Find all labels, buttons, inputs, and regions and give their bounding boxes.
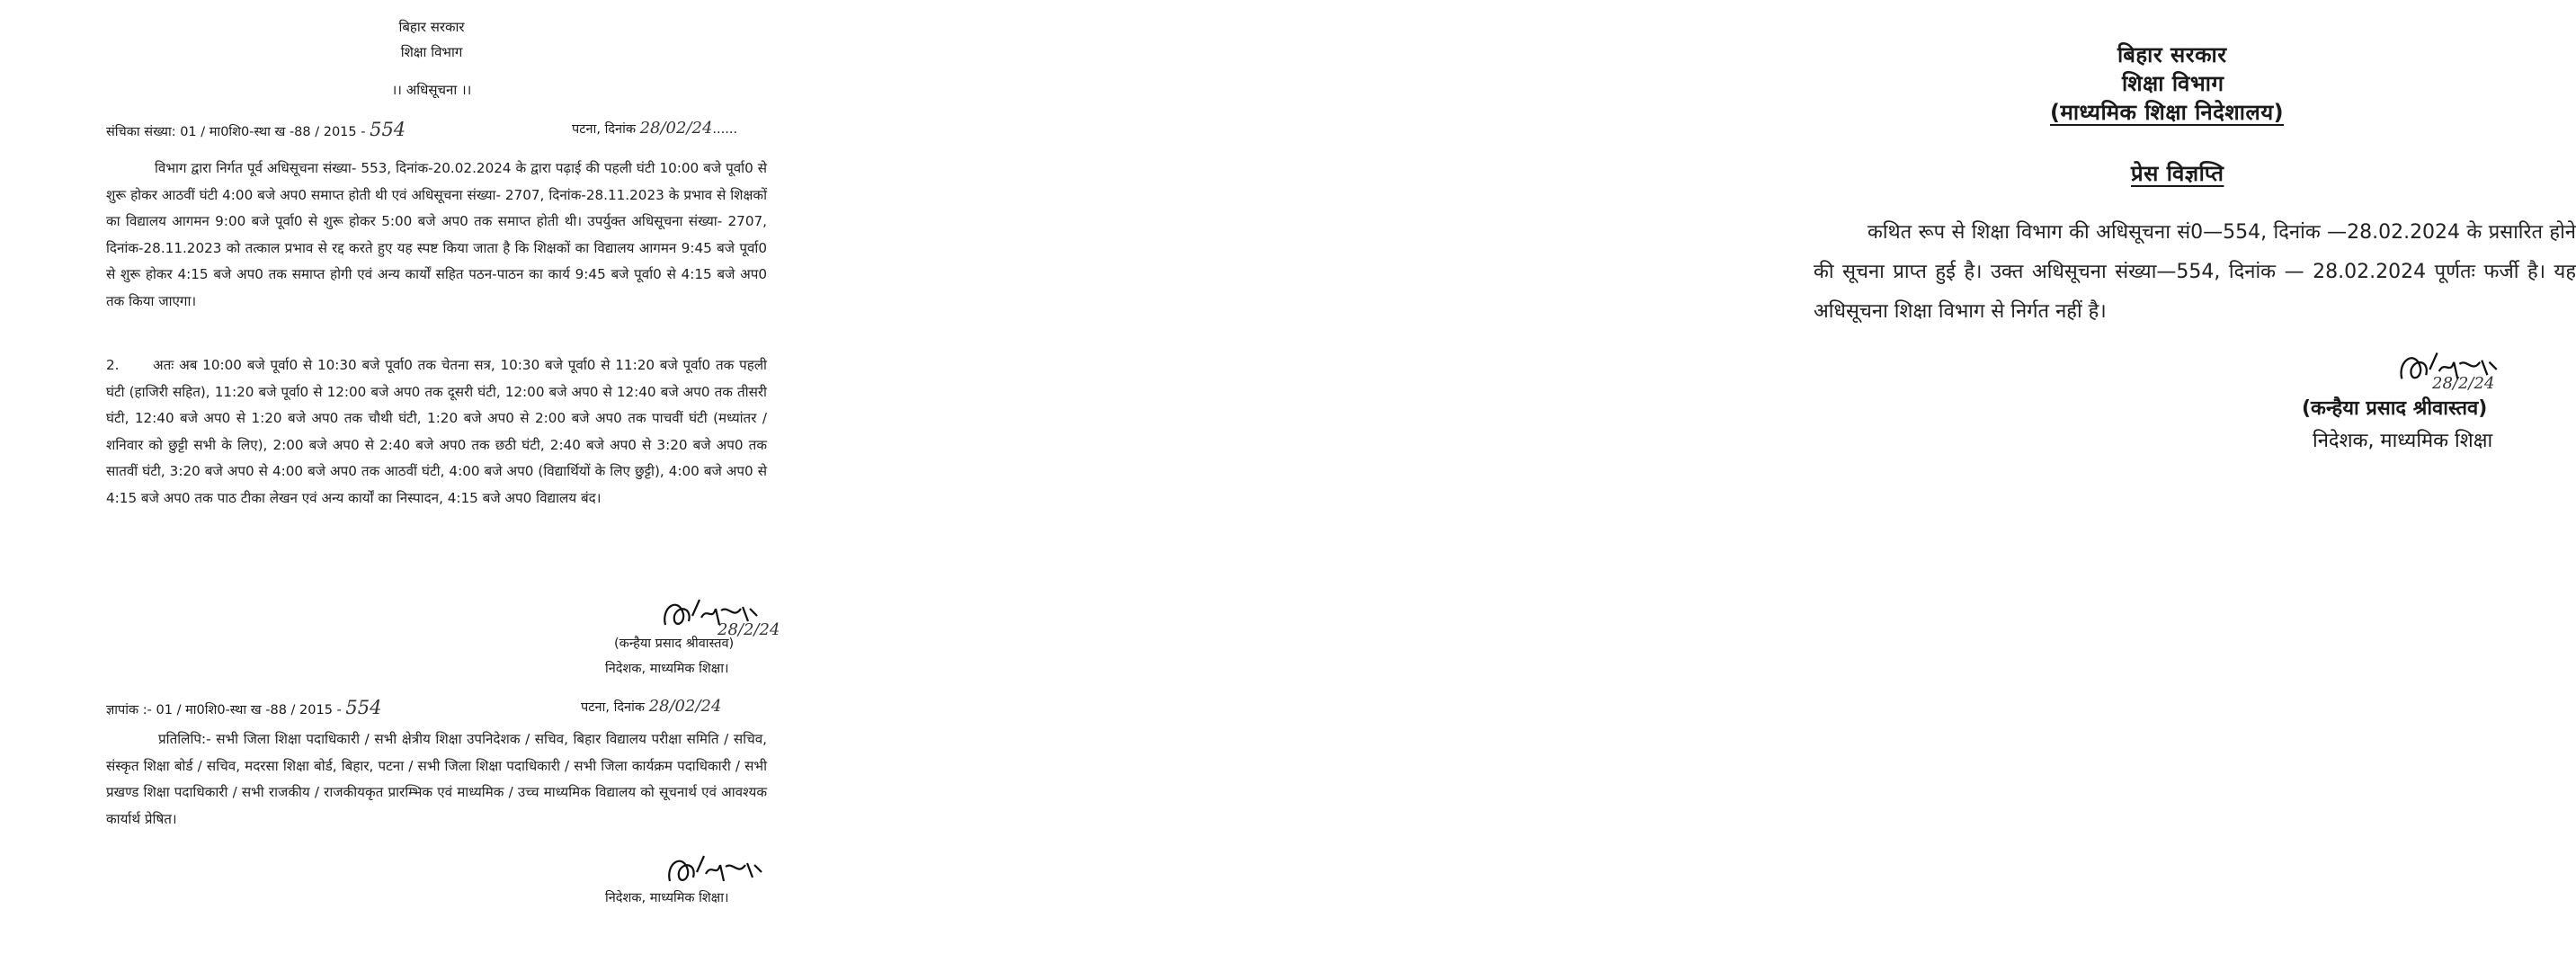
signatory-name: (कन्हैया प्रसाद श्रीवास्तव)	[614, 637, 735, 651]
press-release-body	[1814, 213, 2576, 332]
memo-place-date-line	[581, 697, 721, 716]
file-number-handwritten: 554	[370, 119, 406, 140]
memo-number-line	[106, 697, 381, 718]
notification-document	[0, 0, 863, 971]
signatory-designation: निदेशक, माध्यमिक शिक्षा।	[605, 662, 729, 676]
memo-place-date-label: पटना, दिनांक	[581, 700, 645, 715]
paragraph-2	[106, 352, 767, 512]
memo-number-label: ज्ञापांक :- 01 / मा0शि0-स्था ख -88 / 2015 -	[106, 703, 342, 717]
government-heading: बिहार सरकार	[398, 19, 465, 35]
paragraph-2-number: 2.	[106, 357, 120, 373]
paragraph-2-text: अतः अब 10:00 बजे पूर्वा0 से 10:30 बजे पूर्वा0 तक चेतना सत्र, 10:30 बजे पूर्वा0 से 11:20 बजे पूर्वा0 तक पहली घंटी (हाजिरी सहित), 11:20 बजे पूर्वा0 से 12:00 बजे अप0 तक दूसरी घंटी, 12:00 बजे अप0 से 12:40 बजे अप0 तक तीसरी घंटी, 12:40 बजे अप0 से 1:20 बजे अप0 तक चौथी घंटी, 1:20 बजे अप0 से 2:00 बजे अप0 तक पाचवीं घंटी (मध्यांतर / शनिवार को छुट्टी सभी के लिए), 2:00 बजे अप0 से 2:40 बजे अप0 तक छठी घंटी, 2:40 बजे अप0 से 3:20 बजे अप0 तक सातवीं घंटी, 3:20 बजे अप0 से 4:00 बजे अप0 तक आठवीं घंटी, 4:00 बजे अप0 (विद्यार्थियों के लिए छुट्टी), 4:00 बजे अप0 से 4:15 बजे अप0 तक पाठ टीका लेखन एवं अन्य कार्यों का निस्पादन, 4:15 बजे अप0 विद्यालय बंद।	[106, 357, 767, 506]
department-heading: शिक्षा विभाग	[400, 44, 463, 60]
file-number-line	[106, 119, 406, 140]
press-government-heading: बिहार सरकार	[2117, 42, 2227, 67]
file-number-label: संचिका संख्या: 01 / मा0शि0-स्था ख -88 / 2015 -	[106, 125, 366, 139]
press-signatory-designation: निदेशक, माध्यमिक शिक्षा	[2313, 430, 2493, 452]
paragraph-1	[106, 156, 767, 315]
press-signatory-name: (कन्हैया प्रसाद श्रीवास्तव)	[2302, 397, 2488, 420]
second-designation: निदेशक, माध्यमिक शिक्षा।	[605, 891, 729, 905]
memo-number-handwritten: 554	[345, 697, 382, 718]
press-release-document	[863, 0, 2576, 971]
press-signature-date: 28/2/24	[2432, 374, 2495, 393]
signature-date: 28/2/24	[718, 620, 780, 639]
press-release-title: प्रेस विज्ञप्ति	[2131, 161, 2224, 186]
date-dots: ......	[712, 122, 738, 137]
copy-to-text: प्रतिलिपि:- सभी जिला शिक्षा पदाधिकारी / सभी क्षेत्रीय शिक्षा उपनिदेशक / सचिव, बिहार विद्यालय परीक्षा समिति / सचिव, संस्कृत शिक्षा बोर्ड / सचिव, मदरसा शिक्षा बोर्ड, बिहार, पटना / सभी जिला शिक्षा पदाधिकारी / सभी जिला कार्यक्रम पदाधिकारी / सभी प्रखण्ड शिक्षा पदाधिकारी / सभी राजकीय / राजकीयकृत प्रारम्भिक एवं माध्यमिक / उच्च माध्यमिक विद्यालय को सूचनार्थ एवं आवश्यक कार्यार्थ प्रेषित।	[106, 731, 767, 827]
handwritten-date: 28/02/24	[639, 119, 713, 138]
press-department-heading: शिक्षा विभाग	[2122, 71, 2224, 96]
place-date-label: पटना, दिनांक	[572, 122, 636, 137]
notification-title: ।। अधिसूचना ।।	[391, 82, 472, 98]
press-release-body-text: कथित रूप से शिक्षा विभाग की अधिसूचना सं0—554, दिनांक —28.02.2024 के प्रसारित होने की सूचना प्राप्त हुई है। उक्त अधिसूचना संख्या—554, दिनांक — 28.02.2024 पूर्णतः फर्जी है। यह अधिसूचना शिक्षा विभाग से निर्गत नहीं है।	[1814, 221, 2576, 323]
paragraph-1-text: विभाग द्वारा निर्गत पूर्व अधिसूचना संख्या- 553, दिनांक-20.02.2024 के द्वारा पढ़ाई की पहली घंटी 10:00 बजे पूर्वा0 से शुरू होकर आठवीं घंटी 4:00 बजे अप0 समाप्त होती थी एवं अधिसूचना संख्या- 2707, दिनांक-28.11.2023 के प्रभाव से शिक्षकों का विद्यालय आगमन 9:00 बजे पूर्वा0 से शुरू होकर 5:00 बजे अप0 तक समाप्त होती थी। उपर्युक्त अधिसूचना संख्या- 2707, दिनांक-28.11.2023 को तत्काल प्रभाव से रद्द करते हुए यह स्पष्ट किया जाता है कि शिक्षकों का विद्यालय आगमन 9:45 बजे पूर्वा0 से शुरू होकर 4:15 बजे अप0 तक समाप्त होगी एवं अन्य कार्यों सहित पठन-पाठन का कार्य 9:45 बजे पूर्वा0 से 4:15 बजे अप0 तक किया जाएगा।	[106, 160, 767, 309]
copy-to-paragraph	[106, 726, 767, 833]
memo-handwritten-date: 28/02/24	[648, 697, 722, 716]
press-directorate-heading: (माध्यमिक शिक्षा निदेशालय)	[2050, 100, 2285, 125]
place-date-line	[572, 119, 737, 138]
